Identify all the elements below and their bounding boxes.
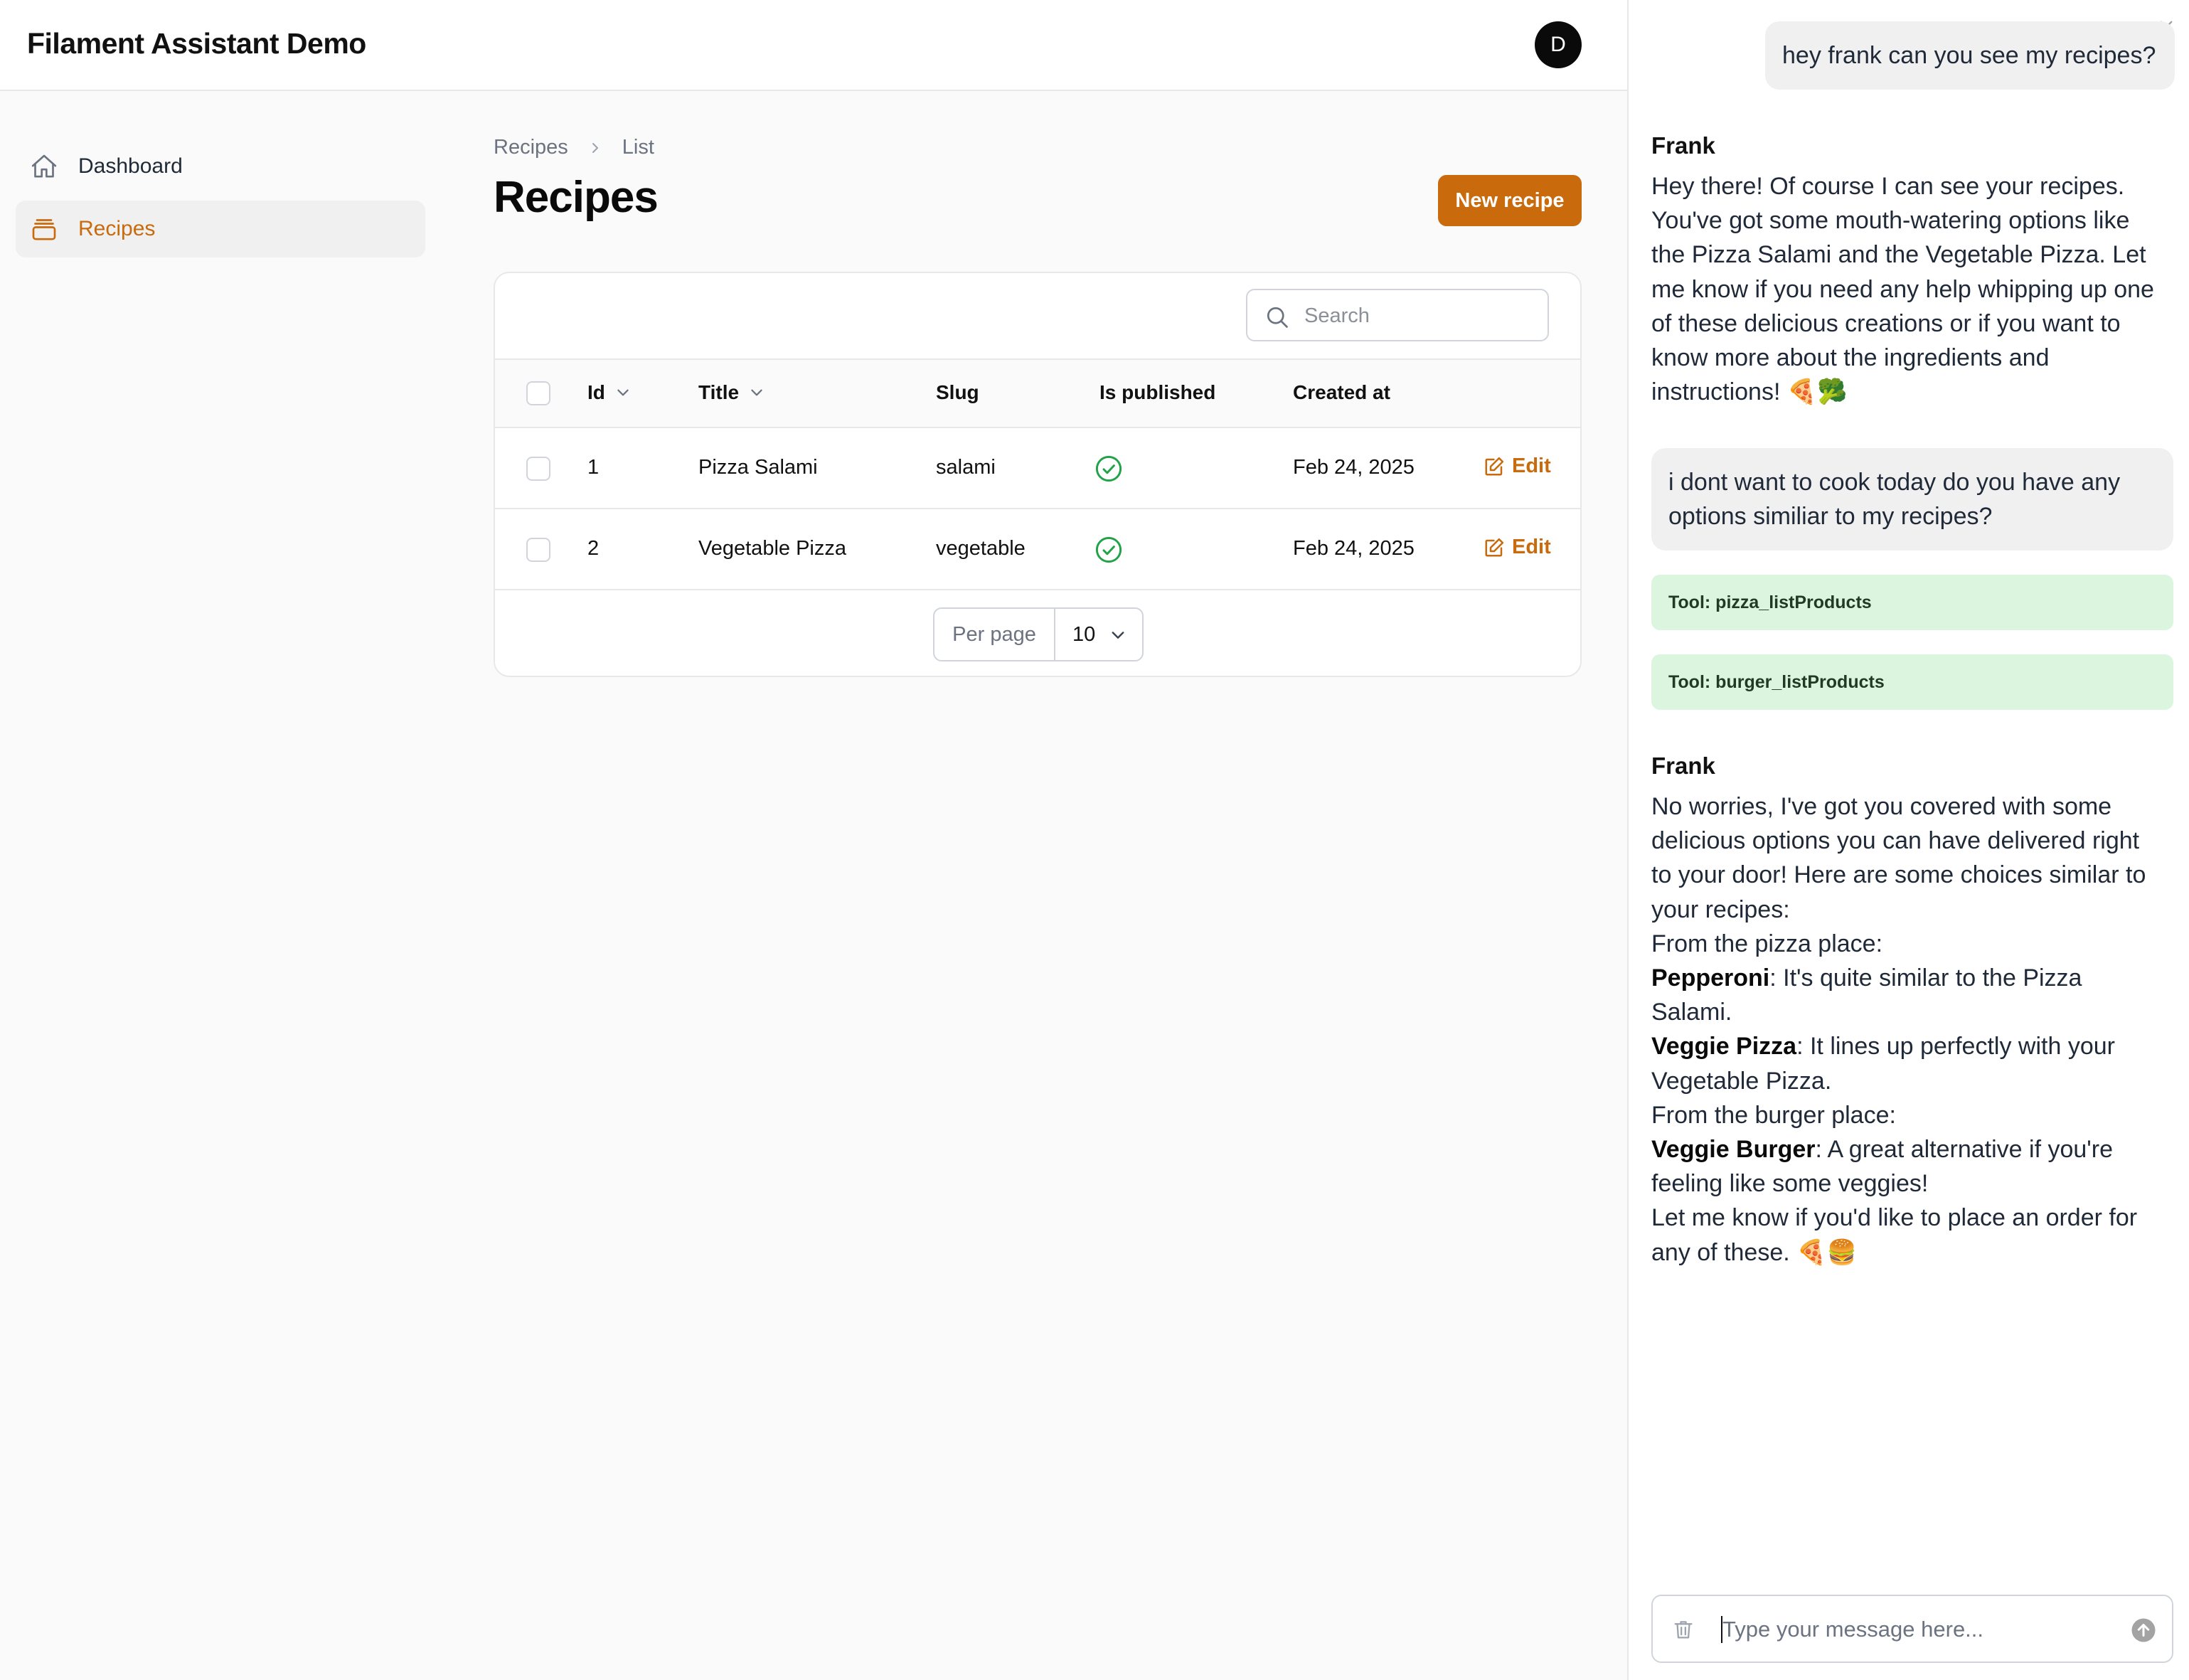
row-checkbox[interactable]	[526, 457, 550, 481]
column-header-title[interactable]	[698, 381, 765, 404]
cell-id: 2	[587, 537, 600, 560]
assistant-chat-panel	[1627, 0, 2189, 1680]
column-header-created-at: Created at	[1293, 381, 1390, 403]
assistant-sender: Frank	[1651, 753, 1715, 779]
cell-slug: salami	[936, 456, 996, 479]
sidebar-item-label: Dashboard	[78, 154, 183, 178]
user-message: hey frank can you see my recipes?	[1765, 21, 2175, 90]
item-text: : It lines up perfectly with your Vegetable Pizza.	[1651, 1033, 2115, 1095]
table-row[interactable]	[495, 428, 1582, 509]
item-name: Pepperoni	[1651, 964, 1770, 992]
message-item	[1651, 1132, 2161, 1201]
breadcrumb-current: List	[622, 136, 654, 159]
item-name: Veggie Pizza	[1651, 1033, 1797, 1060]
check-circle-icon	[1094, 535, 1124, 565]
recipes-table-card	[494, 272, 1582, 677]
message-intro: No worries, I've got you covered with some delicious options you can have delivered right to your door! Here are some choices similar to your recipes:	[1651, 793, 2146, 923]
new-recipe-button[interactable]: New recipe	[1438, 175, 1582, 226]
topbar	[0, 0, 1627, 91]
pencil-square-icon	[1484, 456, 1505, 477]
edit-button[interactable]	[1484, 454, 1551, 478]
cell-title: Vegetable Pizza	[698, 537, 846, 560]
tool-call-badge: Tool: pizza_listProducts	[1651, 575, 2173, 630]
message-pizza-heading: From the pizza place:	[1651, 930, 1883, 957]
sidebar-item-dashboard[interactable]	[16, 138, 425, 195]
user-message: i dont want to cook today do you have any options similiar to my recipes?	[1651, 448, 2173, 551]
message-item	[1651, 961, 2161, 1029]
assistant-message: Hey there! Of course I can see your recipes. You've got some mouth-watering options like the Pizza Salami and the Vegetable Pizza. Let me know if you need any help whipping up one of these delicious creations or if you want to know more about the ingredients and instructions! 🍕🥦	[1651, 173, 2154, 406]
edit-label: Edit	[1512, 536, 1551, 558]
column-header-id[interactable]	[587, 381, 631, 404]
assistant-message	[1651, 790, 2161, 1270]
sidebar-item-recipes[interactable]	[16, 201, 425, 257]
message-burger-heading: From the burger place:	[1651, 1101, 1896, 1129]
sort-chevron-down-icon	[615, 385, 631, 400]
column-label: Title	[698, 381, 740, 403]
message-outro: Let me know if you'd like to place an order for any of these. 🍕🍔	[1651, 1204, 2138, 1266]
chevron-down-icon	[1109, 627, 1127, 644]
column-header-is-published: Is published	[1099, 381, 1216, 403]
sidebar-item-label: Recipes	[78, 217, 156, 240]
chat-composer	[1651, 1595, 2173, 1663]
column-header-slug: Slug	[936, 381, 979, 403]
cell-slug: vegetable	[936, 537, 1026, 560]
assistant-sender: Frank	[1651, 132, 1715, 159]
send-arrow-icon[interactable]	[2131, 1617, 2156, 1643]
chevron-right-icon	[588, 141, 602, 155]
breadcrumb	[494, 136, 654, 159]
per-page-dropdown[interactable]	[1055, 609, 1142, 660]
table-header	[495, 358, 1582, 428]
edit-button[interactable]	[1484, 536, 1551, 559]
message-item	[1651, 1029, 2161, 1097]
per-page-select[interactable]	[933, 607, 1144, 661]
search-input[interactable]	[1304, 300, 1532, 331]
cell-created-at: Feb 24, 2025	[1293, 456, 1415, 479]
cell-created-at: Feb 24, 2025	[1293, 537, 1415, 560]
message-input[interactable]	[1722, 1613, 2107, 1646]
per-page-label: Per page	[934, 609, 1055, 660]
search-icon	[1264, 304, 1290, 330]
tool-call-badge: Tool: burger_listProducts	[1651, 654, 2173, 710]
per-page-value: 10	[1072, 622, 1096, 646]
brand-title[interactable]: Filament Assistant Demo	[27, 27, 366, 60]
row-checkbox[interactable]	[526, 538, 550, 562]
cell-id: 1	[587, 456, 600, 479]
item-text: : A great alternative if you're feeling like some veggies!	[1651, 1136, 2114, 1198]
user-avatar[interactable]: D	[1535, 21, 1582, 68]
column-label: Id	[587, 381, 605, 403]
pencil-square-icon	[1484, 537, 1505, 558]
item-name: Veggie Burger	[1651, 1136, 1816, 1164]
table-row[interactable]	[495, 509, 1582, 590]
sort-chevron-down-icon	[749, 385, 765, 400]
archive-box-icon	[30, 215, 58, 243]
cell-title: Pizza Salami	[698, 456, 818, 479]
search-field[interactable]	[1246, 289, 1549, 341]
check-circle-icon	[1094, 454, 1124, 484]
page-title: Recipes	[494, 173, 658, 222]
select-all-checkbox[interactable]	[526, 381, 550, 405]
item-text: : It's quite similar to the Pizza Salami.	[1651, 964, 2082, 1026]
home-icon	[30, 152, 58, 181]
edit-label: Edit	[1512, 454, 1551, 477]
breadcrumb-link-recipes[interactable]: Recipes	[494, 136, 568, 159]
trash-icon[interactable]	[1671, 1617, 1695, 1642]
